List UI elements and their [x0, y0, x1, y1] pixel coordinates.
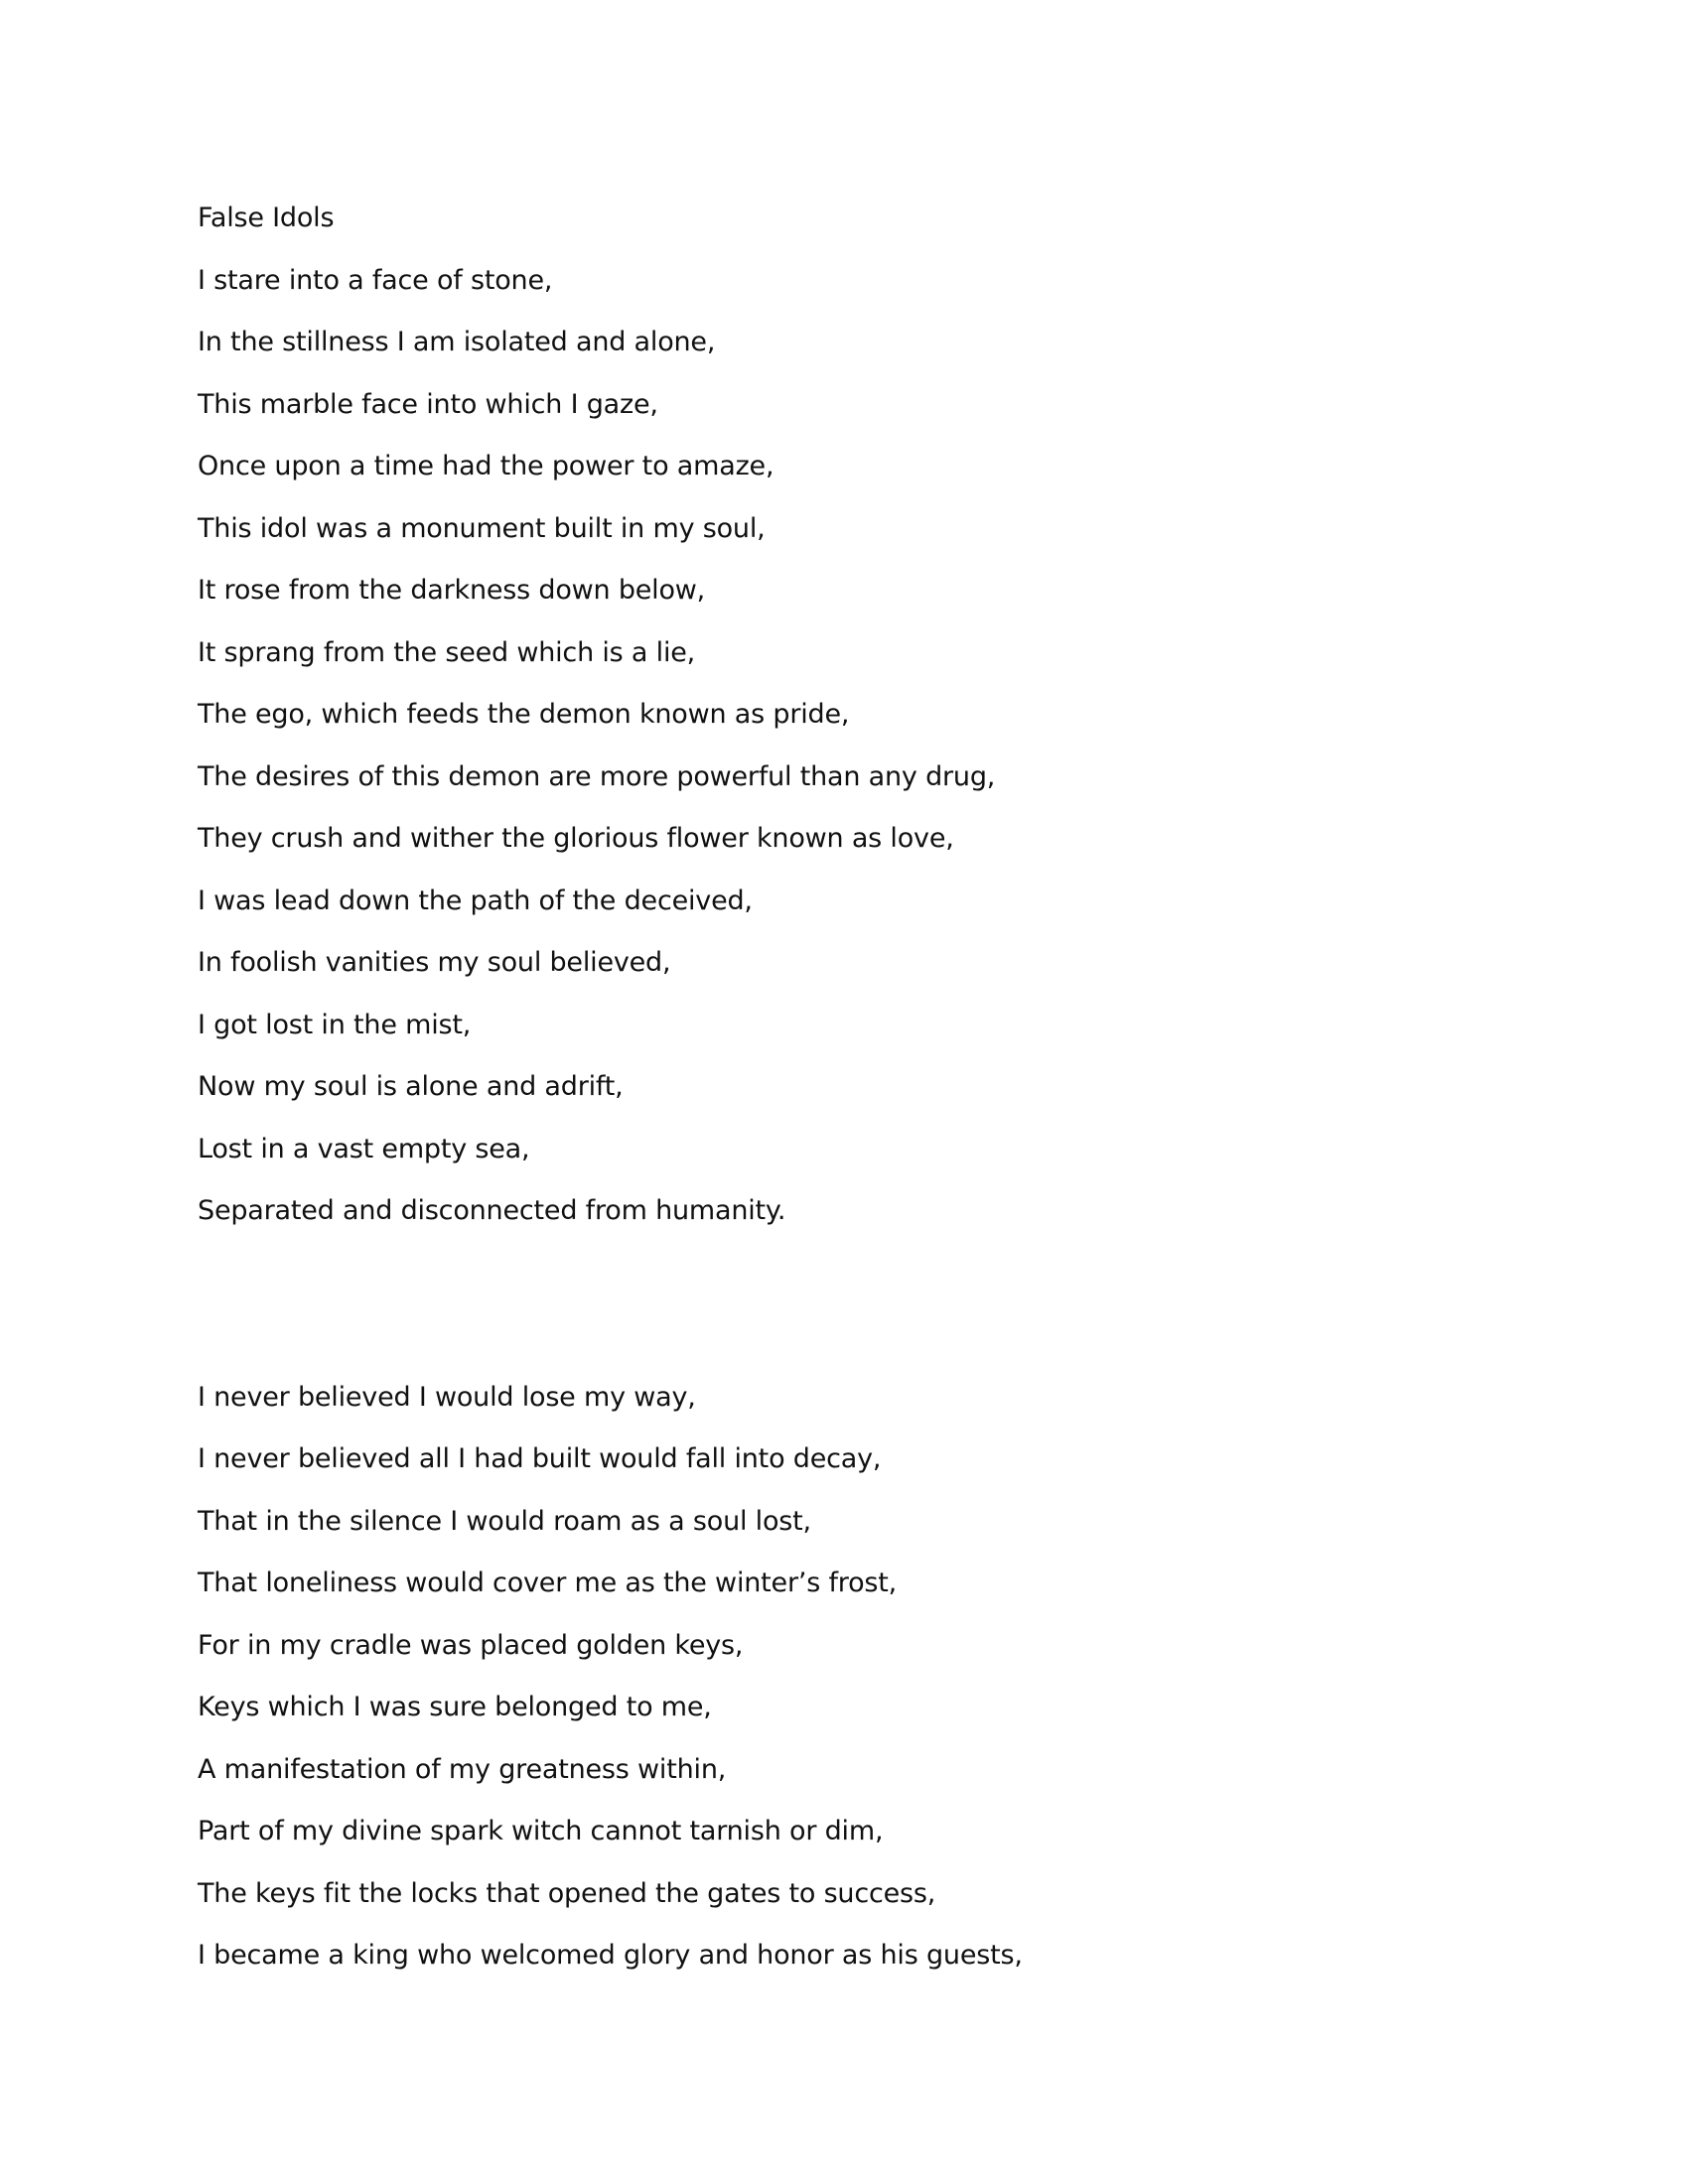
poem-line: Now my soul is alone and adrift, [198, 1071, 624, 1102]
poem-line: The keys fit the locks that opened the gates to success, [198, 1877, 936, 1909]
poem-line: This marble face into which I gaze, [198, 388, 658, 420]
poem-line: Keys which I was sure belonged to me, [198, 1692, 712, 1722]
stanza-1 [198, 261, 1488, 1254]
poem-line: The ego, which feeds the demon known as pride, [198, 699, 850, 730]
poem-line: In foolish vanities my soul believed, [198, 947, 671, 978]
poem-line: I got lost in the mist, [198, 1009, 472, 1040]
poem-line: Part of my divine spark witch cannot tarnish or dim, [198, 1816, 884, 1846]
poem-line: I became a king who welcomed glory and honor as his guests, [198, 1940, 1023, 1971]
poem-line: Once upon a time had the power to amaze, [198, 451, 774, 481]
poem-line: I never believed all I had built would fall into decay, [198, 1443, 882, 1474]
poem-line: Separated and disconnected from humanity. [198, 1195, 786, 1226]
poem-line: The desires of this demon are more powerful than any drug, [198, 760, 996, 792]
poem-line: I was lead down the path of the deceived, [198, 885, 753, 916]
stanza-2 [198, 1378, 1488, 1998]
poem-line: That loneliness would cover me as the winter’s frost, [198, 1568, 898, 1598]
poem-line: It rose from the darkness down below, [198, 575, 706, 606]
poem-line: That in the silence I would roam as a soul lost, [198, 1505, 811, 1537]
poem-line: They crush and wither the glorious flower known as love, [198, 823, 954, 854]
poem-line: A manifestation of my greatness within, [198, 1753, 727, 1785]
poem-line: Lost in a vast empty sea, [198, 1133, 530, 1164]
poem-line: I never believed I would lose my way, [198, 1381, 696, 1413]
poem-title: False Idols [198, 203, 335, 233]
poem-line: It sprang from the seed which is a lie, [198, 636, 696, 668]
poem-body [198, 199, 1488, 1998]
poem-line: This idol was a monument built in my soul, [198, 512, 766, 544]
poem-line: I stare into a face of stone, [198, 264, 553, 296]
poem-line: In the stillness I am isolated and alone, [198, 327, 716, 357]
poem-line: For in my cradle was placed golden keys, [198, 1629, 744, 1661]
stanza-break [198, 1254, 1488, 1378]
